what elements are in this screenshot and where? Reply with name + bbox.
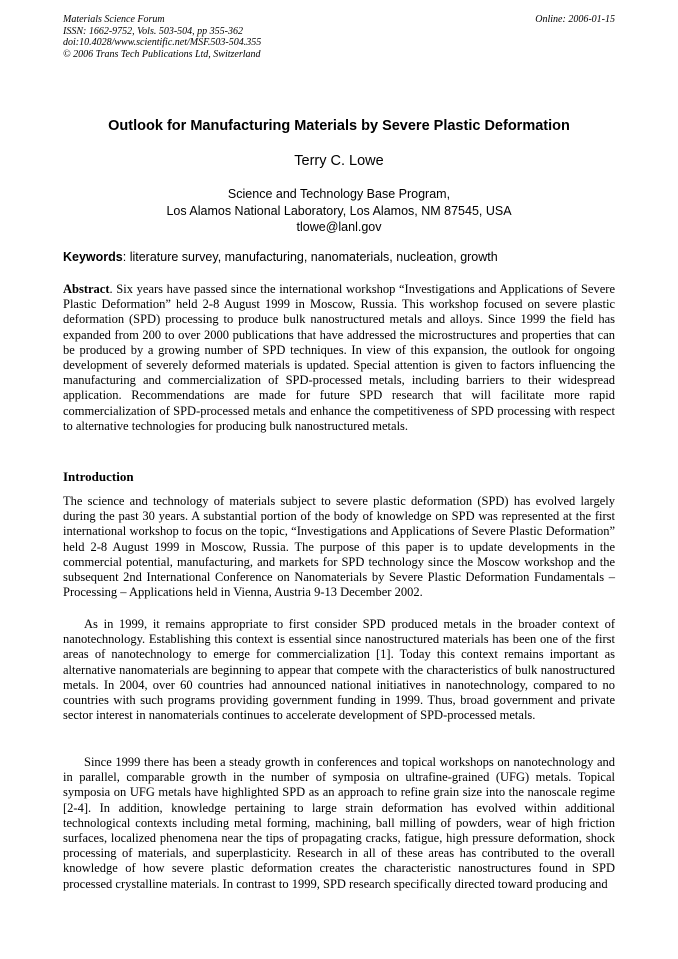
author-name: Terry C. Lowe: [294, 153, 384, 169]
abstract: [63, 282, 615, 434]
affiliation-line-2: Los Alamos National Laboratory, Los Alamos, NM 87545, USA: [166, 203, 512, 218]
keywords-text: : literature survey, manufacturing, nanomaterials, nucleation, growth: [122, 250, 498, 264]
intro-paragraph-1: The science and technology of materials subject to severe plastic deformation (SPD) has evolved largely during the past 30 years. A substantial portion of the body of knowledge on SPD was represented at the first international workshop to focus on the topic, “Investigations and Applications of Severe Plastic Deformation” held 2-8 August 1999 in Moscow, Russia. The purpose of this paper is to update developments in the commercial potential, manufacturing, and markets for SPD technology since the Moscow workshop and the subsequent 2nd International Conference on Nanomaterials by Severe Plastic Deformation Fundamentals – Processing – Applications held in Vienna, Austria 9-13 December 2002.: [63, 494, 615, 600]
copyright-line: © 2006 Trans Tech Publications Ltd, Switzerland: [63, 48, 261, 60]
intro-paragraph-3: Since 1999 there has been a steady growth in conferences and topical workshops on nanotechnology and in parallel, comparable growth in the number of symposia on ultrafine-grained (UFG) metals. Topical symposia on UFG metals have highlighted SPD as an approach to refine grain size into the nanoscale regime [2-4]. In addition, knowledge pertaining to large strain deformation has evolved within additional technological contexts including metal forming, machining, ball milling of powders, wear of high friction surfaces, localized phenomena near the tips of propagating cracks, fatigue, high pressure deformation, shock processing of materials, and superplasticity. Research in all of these areas has contributed to the overall knowledge of how severe plastic deformation creates the characteristic nanostructures found in SPD processed crystalline materials. In contrast to 1999, SPD research specifically directed toward producing and: [63, 755, 615, 891]
journal-name: Materials Science Forum: [63, 14, 165, 25]
affiliation: [40, 186, 638, 236]
intro-paragraph-2: As in 1999, it remains appropriate to first consider SPD produced metals in the broader context of nanotechnology. Establishing this context is essential since nanostructured materials has been one of the first areas of nanotechnology to emerge for commercialization [1]. Today this context remains important as alternative nanomaterials are beginning to appear that compete with the characteristics of bulk nanostructured metals. In 2004, over 60 countries had announced national initiatives in nanotechnology, compared to no countries with such programs providing government funding in 1999. Thus, broad government and private sector interest in nanomaterials continues to accelerate development of SPD-processed metals.: [63, 617, 615, 723]
online-date: Online: 2006-01-15: [535, 14, 615, 25]
keywords: [63, 249, 623, 265]
author-email: tlowe@lanl.gov: [296, 220, 382, 234]
paper-title: Outlook for Manufacturing Materials by Severe Plastic Deformation: [108, 118, 570, 134]
abstract-label: Abstract: [63, 282, 110, 296]
doi-line: doi:10.4028/www.scientific.net/MSF.503-504.355: [63, 37, 262, 48]
section-heading-introduction: Introduction: [63, 469, 134, 484]
keywords-label: Keywords: [63, 250, 123, 264]
abstract-text: . Six years have passed since the international workshop “Investigations and Applications of Severe Plastic Deformation” held 2-8 August 1999 in Moscow, Russia. This workshop focused on severe plastic deformation (SPD) processing to produce bulk nanostructured metals and alloys. Since 1999 the field has expanded from 200 to over 2000 publications that have addressed the microstructures and properties that can be produced by a growing number of SPD techniques. In view of this expansion, the outlook for ongoing development of severely deformed materials is updated. Special attention is given to factors influencing the manufacturing and commercialization of SPD-processed metals, including barriers to their widespread application. Recommendations are made for future SPD research that will facilitate more rapid commercialization of SPD-processed metals and enhance the competitiveness of SPD processing with respect to alternative technologies for producing bulk nanostructured metals.: [63, 282, 615, 433]
issn-line: ISSN: 1662-9752, Vols. 503-504, pp 355-362: [63, 25, 243, 37]
journal-header: [63, 14, 615, 60]
affiliation-line-1: Science and Technology Base Program,: [227, 187, 451, 201]
